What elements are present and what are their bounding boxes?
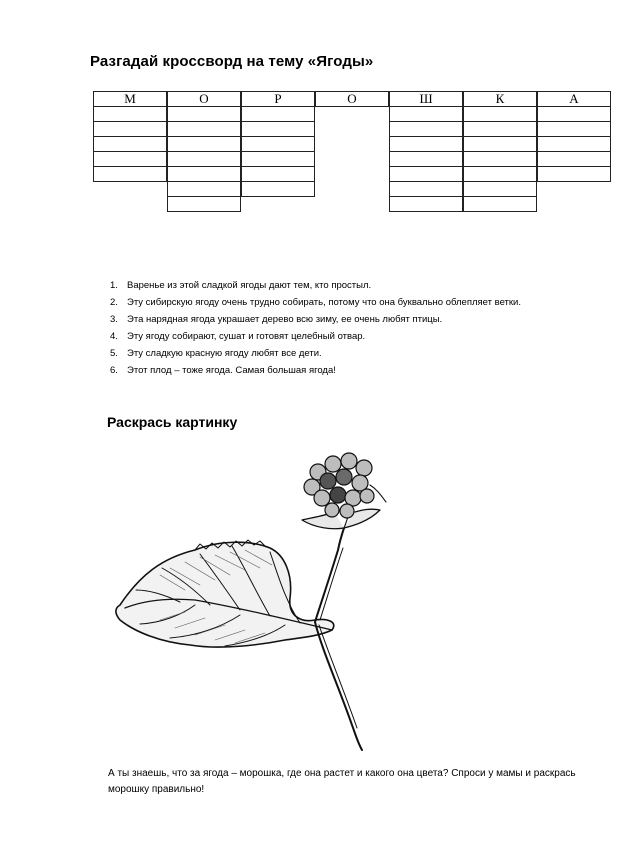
crossword-cell <box>463 106 537 122</box>
crossword-cell <box>537 121 611 137</box>
crossword-cell <box>463 166 537 182</box>
crossword-letter-cell: О <box>315 91 389 107</box>
clue-number: 4. <box>110 331 118 342</box>
crossword-cell <box>241 106 315 122</box>
crossword-cell <box>241 181 315 197</box>
clue-text: Эту ягоду собирают, сушат и готовят целебный отвар. <box>127 331 366 342</box>
crossword-cell <box>167 136 241 152</box>
crossword-cell <box>241 121 315 137</box>
clue-item <box>110 330 521 347</box>
crossword-cell <box>93 136 167 152</box>
clue-text: Этот плод – тоже ягода. Самая большая ягода! <box>127 365 336 376</box>
crossword-cell <box>167 106 241 122</box>
crossword-cell <box>537 106 611 122</box>
clue-text: Варенье из этой сладкой ягоды дают тем, кто простыл. <box>127 280 372 291</box>
crossword-cell <box>93 121 167 137</box>
crossword-cell <box>241 151 315 167</box>
clue-text: Эту сладкую красную ягоду любят все дети. <box>127 348 322 359</box>
crossword-cell <box>93 166 167 182</box>
clue-number: 6. <box>110 365 118 376</box>
coloring-title: Раскрась картинку <box>107 414 238 430</box>
crossword-cell <box>93 106 167 122</box>
clue-text: Эту сибирскую ягоду очень трудно собирать, потому что она буквально облепляет ветки. <box>127 297 521 308</box>
crossword-cell <box>537 166 611 182</box>
crossword-letter-cell: О <box>167 91 241 107</box>
crossword-letter-cell: Р <box>241 91 315 107</box>
page-title: Разгадай кроссворд на тему «Ягоды» <box>90 53 374 70</box>
clue-number: 5. <box>110 348 118 359</box>
crossword-cell <box>537 136 611 152</box>
crossword-cell <box>167 121 241 137</box>
crossword-cell <box>167 196 241 212</box>
crossword-cell <box>167 166 241 182</box>
clue-number: 3. <box>110 314 118 325</box>
clue-item <box>110 313 521 330</box>
clue-number: 1. <box>110 280 118 291</box>
crossword-cell <box>93 151 167 167</box>
crossword-cell <box>241 136 315 152</box>
clue-item <box>110 296 521 313</box>
crossword-grid <box>93 91 609 213</box>
clues-list <box>110 279 521 381</box>
crossword-cell <box>463 151 537 167</box>
crossword-letter-cell: К <box>463 91 537 107</box>
clue-text: Эта нарядная ягода украшает дерево всю зиму, ее очень любят птицы. <box>127 314 443 325</box>
clue-item <box>110 347 521 364</box>
crossword-cell <box>389 196 463 212</box>
crossword-cell <box>389 181 463 197</box>
crossword-cell <box>389 121 463 137</box>
crossword-cell <box>463 121 537 137</box>
crossword-cell <box>389 106 463 122</box>
cloudberry-drawing-icon <box>100 440 400 760</box>
crossword-cell <box>537 151 611 167</box>
clue-item <box>110 279 521 296</box>
crossword-letter-cell: А <box>537 91 611 107</box>
footer-text: А ты знаешь, что за ягода – морошка, где она растет и какого она цвета? Спроси у мамы и раскрась морошку правильно! <box>108 768 576 795</box>
crossword-cell <box>167 181 241 197</box>
clue-item <box>110 364 521 381</box>
crossword-letter-cell: Ш <box>389 91 463 107</box>
crossword-cell <box>389 166 463 182</box>
crossword-cell <box>463 196 537 212</box>
crossword-cell <box>389 151 463 167</box>
crossword-letter-cell: М <box>93 91 167 107</box>
crossword-cell <box>463 181 537 197</box>
crossword-cell <box>463 136 537 152</box>
crossword-cell <box>389 136 463 152</box>
crossword-cell <box>241 166 315 182</box>
crossword-cell <box>167 151 241 167</box>
clue-number: 2. <box>110 297 118 308</box>
